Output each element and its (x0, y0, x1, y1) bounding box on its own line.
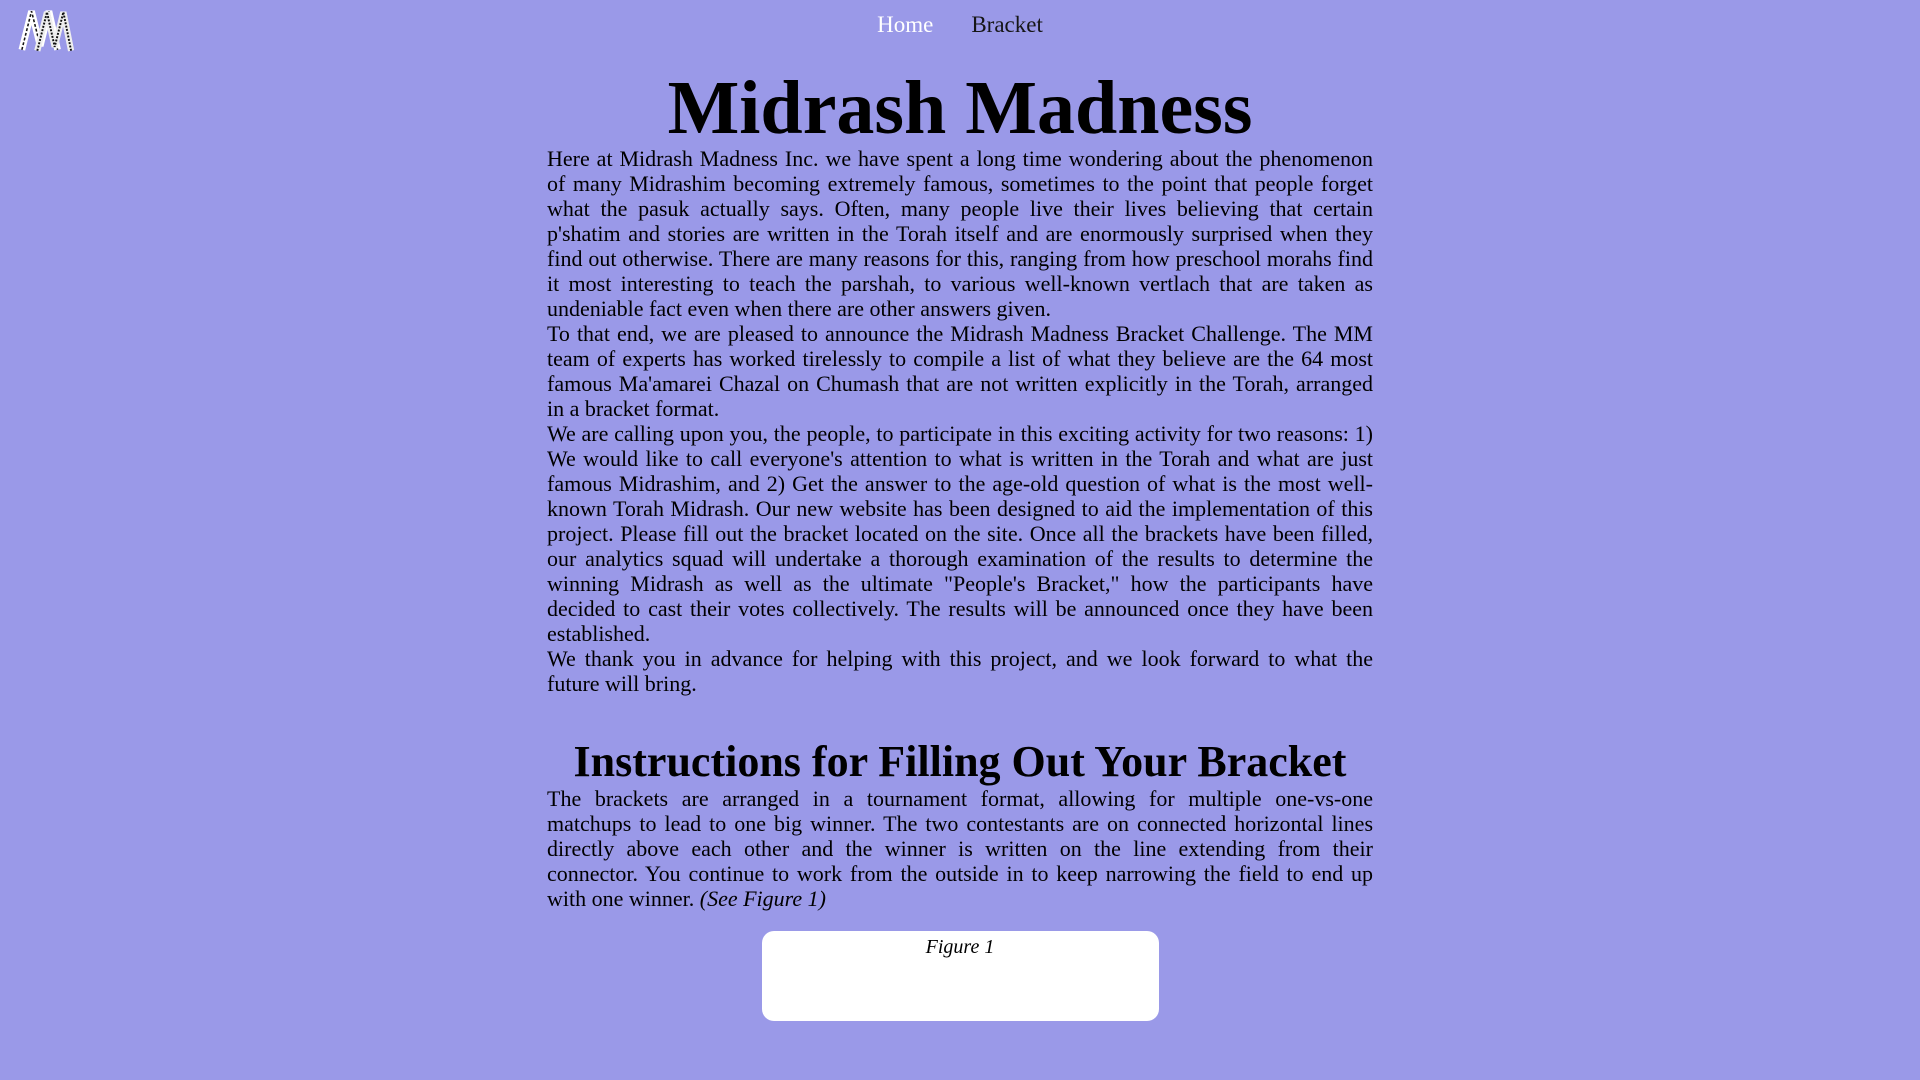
main-nav (0, 0, 1920, 39)
intro-paragraph-1: Here at Midrash Madness Inc. we have spent a long time wondering about the phenomenon of many Midrashim becoming extremely famous, sometimes to the point that people forget what the pasuk actually says. Often, many people live their lives believing that certain p'shatim and stories are written in the Torah itself and are enormously surprised when they find out otherwise. There are many reasons for this, ranging from how preschool morahs find it most interesting to teach the parshah, to various well-known vertlach that are taken as undeniable fact even when there are other answers given. (547, 146, 1373, 321)
top-nav-bar (0, 0, 1920, 52)
figure-citation: (See Figure 1) (699, 886, 827, 911)
nav-link-bracket[interactable]: Bracket (971, 12, 1043, 37)
site-logo[interactable] (18, 7, 74, 52)
page-content (547, 66, 1373, 1021)
nav-link-home[interactable]: Home (877, 12, 934, 37)
mm-monogram-logo-icon (18, 39, 74, 56)
intro-paragraph-3: We are calling upon you, the people, to participate in this exciting activity for two reasons: 1) We would like to call everyone's attention to what is written in the Torah and what are just famous Midrashim, and 2) Get the answer to the age-old question of what is the most well-known Torah Midrash. Our new website has been designed to aid the implementation of this project. Please fill out the bracket located on the site. Once all the brackets have been filled, our analytics squad will undertake a thorough examination of the results to determine the winning Midrash as well as the ultimate "People's Bracket," how the participants have decided to cast their votes collectively. The results will be announced once they have been established. (547, 421, 1373, 646)
instructions-paragraph (547, 786, 1373, 911)
figure-caption: Figure 1 (925, 936, 995, 958)
figure-box (762, 931, 1159, 1021)
intro-paragraph-2: To that end, we are pleased to announce the Midrash Madness Bracket Challenge. The MM team of experts has worked tirelessly to compile a list of what they believe are the 64 most famous Ma'amarei Chazal on Chumash that are not written explicitly in the Torah, arranged in a bracket format. (547, 321, 1373, 421)
instructions-text: The brackets are arranged in a tournament format, allowing for multiple one-vs-one matchups to lead to one big winner. The two contestants are on connected horizontal lines directly above each other and the winner is written on the line extending from their connector. You continue to work from the outside in to keep narrowing the field to end up with one winner. (547, 786, 1373, 911)
page-title: Midrash Madness (667, 66, 1253, 150)
instructions-heading: Instructions for Filling Out Your Bracket (573, 737, 1347, 786)
intro-paragraph-4: We thank you in advance for helping with this project, and we look forward to what the future will bring. (547, 646, 1373, 696)
